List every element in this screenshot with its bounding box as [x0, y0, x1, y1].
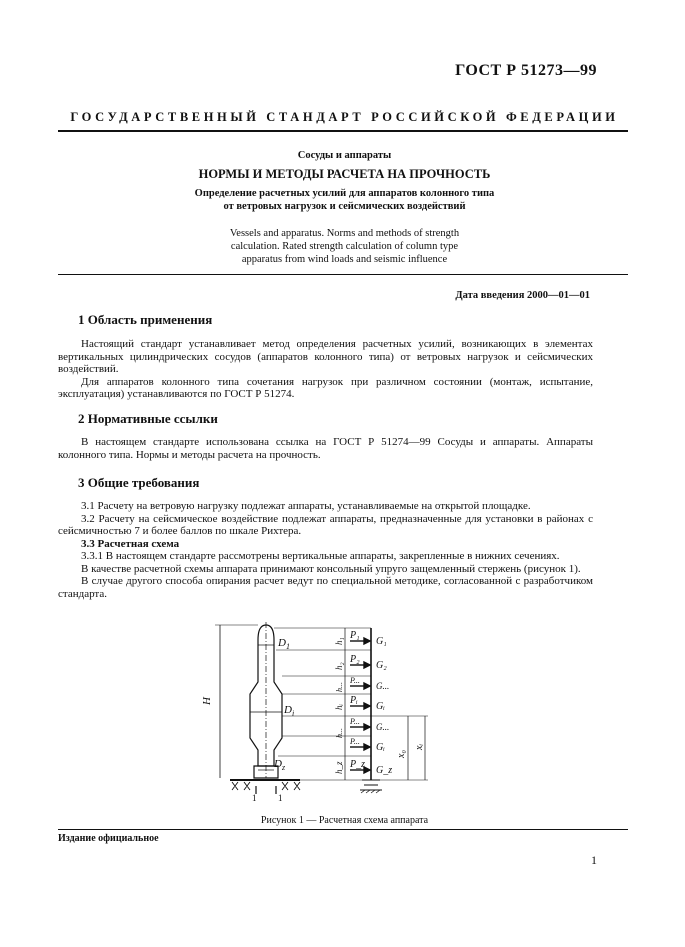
standard-category: Сосуды и аппараты	[297, 150, 392, 161]
arrow-head	[364, 724, 370, 730]
label-p-dots-2: P...	[350, 717, 360, 726]
paragraph: Для аппаратов колонного типа сочетания нагрузок при различном состоянии (монтаж, испытание, эксплуатация) устанавливаются по ГОСТ Р 51274.	[58, 375, 593, 400]
subtitle	[62, 187, 627, 213]
label-di	[283, 704, 294, 718]
section-scope-body	[58, 338, 593, 401]
label-p2: P₂	[350, 654, 360, 665]
label-g1: G₁	[376, 636, 387, 647]
header-rule	[58, 130, 628, 132]
beam-support	[360, 780, 382, 790]
label-gi: Gᵢ	[376, 701, 385, 712]
label-h1: h₁	[334, 637, 344, 645]
label-pi: Pᵢ	[350, 695, 358, 706]
label-h2: h₂	[334, 662, 344, 670]
english-title-line: apparatus from wind loads and seismic influence	[241, 254, 448, 265]
paragraph: 3.1 Расчету на ветровую нагрузку подлежат аппараты, устанавливаемые на открытой площадке.	[81, 500, 531, 512]
paragraph: Настоящий стандарт устанавливает метод определения расчетных усилий, возникающих в элементах вертикальных цилиндрических сосудов (аппаратов колонного типа) от ветровых нагрузок и сейсмических воздействий.	[58, 338, 593, 375]
label-gi-2: Gᵢ	[376, 742, 385, 753]
label-hi: hᵢ	[334, 704, 344, 710]
section-heading-general: 3 Общие требования	[78, 475, 200, 490]
arrow-head	[364, 638, 370, 644]
label-pz: P_z	[350, 759, 365, 770]
label-dz-main: D	[274, 758, 282, 770]
footer-rule	[58, 829, 628, 830]
title-rule	[58, 274, 628, 275]
official-edition-note: Издание официальное	[58, 833, 159, 844]
label-dz	[273, 758, 286, 772]
paragraph: 3.3.1 В настоящем стандарте рассмотрены вертикальные аппараты, закрепленные в нижних сечениях.	[81, 550, 560, 562]
label-h-dots-2: h...	[335, 728, 344, 738]
section-heading-references: 2 Нормативные ссылки	[78, 411, 218, 426]
paragraph: В случае другого способа опирания расчет ведут по специальной методике, согласованной с разработчиком стандарта.	[58, 575, 593, 600]
introduction-date: Дата введения 2000—01—01	[455, 290, 590, 301]
english-title	[62, 227, 627, 266]
english-title-line: Vessels and apparatus. Norms and methods of strength	[229, 228, 460, 239]
label-d1-main: D	[278, 637, 286, 649]
label-di-sub: i	[291, 709, 295, 718]
label-hz: h_z	[334, 761, 344, 774]
section-references-body	[58, 436, 593, 461]
section-heading-scope: 1 Область применения	[78, 312, 213, 327]
document-number: ГОСТ Р 51273—99	[455, 62, 597, 79]
page-number: 1	[591, 853, 597, 867]
arrow-head	[364, 744, 370, 750]
label-d1-sub: 1	[285, 642, 290, 651]
label-p1: P₁	[350, 630, 360, 641]
label-x0: x₀	[396, 750, 407, 758]
label-xi: xᵢ	[414, 743, 425, 750]
english-title-line: calculation. Rated strength calculation of column type	[230, 241, 459, 252]
state-standard-title: ГОСУДАРСТВЕННЫЙ СТАНДАРТ РОССИЙСКОЙ ФЕДЕРАЦИИ	[70, 110, 619, 124]
label-g-dots-1: G...	[376, 681, 390, 691]
label-g-dots-2: G...	[376, 722, 390, 732]
foundation-hatch	[232, 782, 300, 790]
section-general-body	[58, 500, 593, 600]
label-section-right: 1	[278, 793, 283, 803]
paragraph: 3.2 Расчету на сейсмическое воздействие подлежат аппараты, предназначенные для установки в районах с сейсмичностью 7 и более баллов по шкале Рихтера.	[58, 512, 593, 537]
paragraph: В настоящем стандарте использована ссылка на ГОСТ Р 51274—99 Сосуды и аппараты. Аппараты колонного типа. Нормы и методы расчета на прочность.	[58, 436, 593, 461]
label-di-main: D	[284, 704, 292, 716]
label-p-dots-1: P...	[350, 676, 360, 685]
figure-caption: Рисунок 1 — Расчетная схема аппарата	[260, 815, 429, 826]
subtitle-line: от ветровых нагрузок и сейсмических воздействий	[223, 201, 466, 212]
subsection-heading: 3.3 Расчетная схема	[81, 537, 180, 550]
subtitle-line: Определение расчетных усилий для аппаратов колонного типа	[194, 188, 495, 199]
label-gz: G_z	[376, 765, 393, 776]
label-h-total: H	[201, 697, 213, 705]
label-h-dots-1: h...	[335, 682, 344, 692]
arrow-head	[364, 683, 370, 689]
label-g2: G₂	[376, 660, 387, 671]
label-dz-sub: z	[281, 763, 286, 772]
label-section-left: 1	[252, 793, 257, 803]
arrow-head	[364, 703, 370, 709]
arrow-head	[364, 662, 370, 668]
label-p-dots-3: P...	[350, 737, 360, 746]
paragraph: В качестве расчетной схемы аппарата принимают консольный упруго защемленный стержень (рисунок 1).	[81, 562, 581, 575]
label-d1	[277, 637, 290, 651]
calculation-scheme-figure	[200, 620, 460, 815]
main-title: НОРМЫ И МЕТОДЫ РАСЧЕТА НА ПРОЧНОСТЬ	[198, 167, 491, 181]
